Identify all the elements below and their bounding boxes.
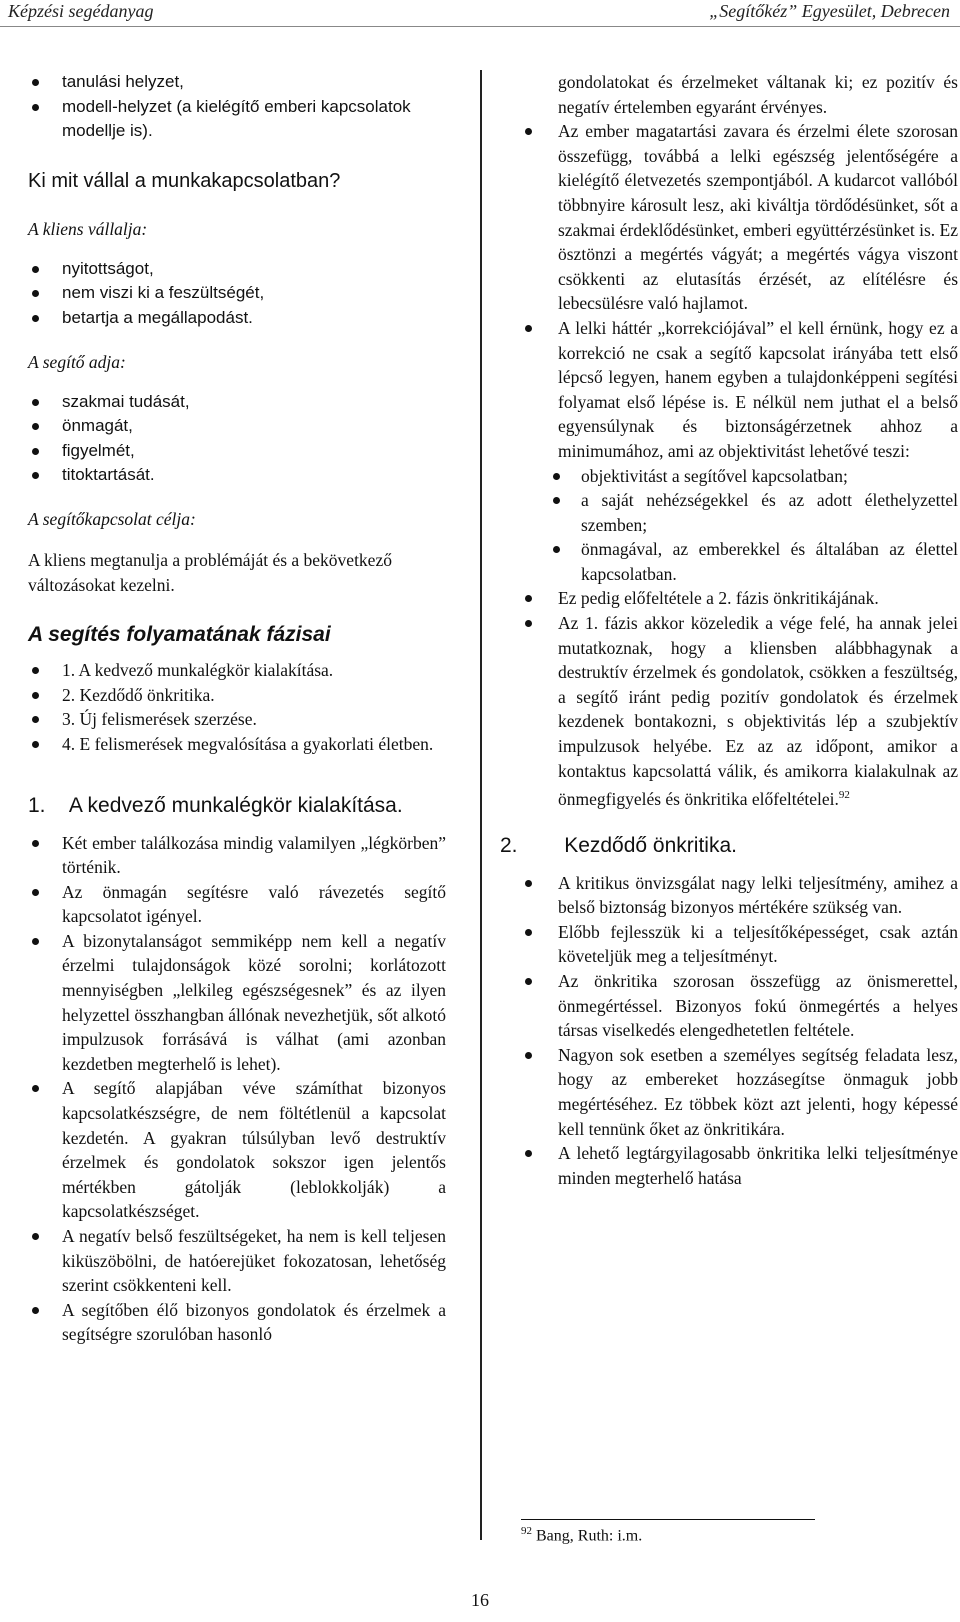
phases-list xyxy=(28,658,446,756)
list-item: Nagyon sok esetben a személyes segítség feladata lesz, hogy az embereket hozzásegítse önmaguk jobb megértéséhez. Ez többek közt azt jelenti, hogy képessé kell tennünk őket az önkritikára. xyxy=(521,1043,958,1141)
intro-list xyxy=(28,70,446,144)
list-item: 3. Új felismerések szerzése. xyxy=(28,707,446,732)
goal-label: A segítőkapcsolat célja: xyxy=(28,508,196,529)
header-left-title: Képzési segédanyag xyxy=(8,1,154,21)
helper-label: A segítő adja: xyxy=(28,351,126,372)
client-label: A kliens vállalja: xyxy=(28,218,148,239)
phases-heading: A segítés folyamatának fázisai xyxy=(28,623,331,647)
sub-list-item: a saját nehézségekkel és az adott élethelyzettel szemben; xyxy=(521,488,958,537)
footnote xyxy=(521,1525,642,1545)
left-column xyxy=(28,70,446,1347)
footnote-separator xyxy=(521,1519,815,1520)
objectivity-sublist xyxy=(521,464,958,587)
footnote-ref: 92 xyxy=(838,789,850,802)
list-item: A negatív belső feszültségeket, ha nem is kell teljesen kiküszöbölni, de hatóerejüket fokozatosan, lehetőség szerint csökkenteni kell. xyxy=(28,1224,446,1298)
list-item: Az ember magatartási zavara és érzelmi élete szorosan összefügg, továbbá a lelki egészség jelentőségére a kielégítő életvezetés szempontjából. A kudarcot vallóból többnyire károsult lesz, aki kiváltja tördődésünket, sőt a szakmai érdeklődésünket, emberi együttérzésünket is. Ez ösztönzi a megértés vágyát; a megértés vágya viszont csökkenti az elutasítás érzését, az elítélésre és lebecsülésre való hajlamot. xyxy=(521,119,958,316)
footnote-text: Bang, Ruth: i.m. xyxy=(532,1527,643,1545)
list-item: 1. A kedvező munkalégkör kialakítása. xyxy=(28,658,446,683)
list-item: titoktartását. xyxy=(28,463,446,488)
list-item: Az önmagán segítésre való rávezetés segítő kapcsolatot igényel. xyxy=(28,880,446,929)
list-item: Az önkritika szorosan összefügg az önismerettel, önmegértéssel. Bizonyos fokú önmegértés a helyes társas viselkedés elengedhetetlen feltétele. xyxy=(521,969,958,1043)
list-item: nyitottságot, xyxy=(28,257,446,282)
sub-list-item: önmagával, az emberekkel és általában az élettel kapcsolatban. xyxy=(521,537,958,586)
page-number: 16 xyxy=(471,1590,489,1610)
list-item: Előbb fejlesszük ki a teljesítőképességet, csak aztán követeljük meg a teljesítményt. xyxy=(521,920,958,969)
right-list-a xyxy=(521,119,958,463)
list-item: modell-helyzet (a kielégítő emberi kapcsolatok modellje is). xyxy=(28,95,446,144)
section2-list xyxy=(521,871,958,1191)
client-list xyxy=(28,257,446,331)
goal-text: A kliens megtanulja a problémáját és a bekövetkező változásokat kezelni. xyxy=(28,549,392,595)
section2-heading: 2. Kezdődő önkritika. xyxy=(500,833,737,857)
footnote-number: 92 xyxy=(521,1525,532,1537)
page-header xyxy=(0,0,960,26)
list-item: betartja a megállapodást. xyxy=(28,306,446,331)
right-list-b xyxy=(521,586,958,811)
header-divider xyxy=(0,26,960,27)
continuation-text: gondolatokat és érzelmeket váltanak ki; ez pozitív és negatív értelemben egyaránt érvényes. xyxy=(558,72,958,117)
right-column xyxy=(500,70,958,1190)
section1-list xyxy=(28,831,446,1347)
sub-list-item: objektivitást a segítővel kapcsolatban; xyxy=(521,464,958,489)
phase-end-text: Az 1. fázis akkor közeledik a vége felé, ha annak jelei mutatkoznak, hogy a kliensben alábbhagynak a destruktív érzelmek és gondolatok, csökken a feszültség, a segítő iránt pedig pozitív gondolatok és érzelmek kezdenek bontakozni, s objektivitás lép a szubjektív impulzusok helyébe. Ez az az időpont, amikor a kontaktus kapcsolattá válik, és amikorra kialakulnak az önmegfigyelés és önkritika előfeltételei. xyxy=(558,613,958,810)
question-heading: Ki mit vállal a munkakapcsolatban? xyxy=(28,169,341,192)
list-item: Ez pedig előfeltétele a 2. fázis önkritikájának. xyxy=(521,586,958,611)
list-item: 2. Kezdődő önkritika. xyxy=(28,683,446,708)
header-right-title: „Segítőkéz” Egyesület, Debrecen xyxy=(709,1,950,21)
list-item: önmagát, xyxy=(28,414,446,439)
list-item: nem viszi ki a feszültségét, xyxy=(28,281,446,306)
list-item: figyelmét, xyxy=(28,439,446,464)
list-item: 4. E felismerések megvalósítása a gyakorlati életben. xyxy=(28,732,446,757)
list-item: A bizonytalanságot semmiképp nem kell a negatív érzelmi tulajdonságok közé sorolni; korlátozott mennyiségben „lelkileg egészségesnek” és az ilyen helyzettel összhangban állónak nevezhetjük, sőt alkotó impulzusok forrásává is válhat (ami azonban kezdetben megterhelő is lehet). xyxy=(28,929,446,1077)
helper-list xyxy=(28,390,446,488)
list-item: szakmai tudását, xyxy=(28,390,446,415)
list-item: A lehető legtárgyilagosabb önkritika lelki teljesítménye minden megterhelő hatása xyxy=(521,1141,958,1190)
list-item: A segítő alapjában véve számíthat bizonyos kapcsolatkészségre, de nem föltétlenül a kapcsolat kezdetén. A gyakran túlsúlyban levő destruktív érzelmek és gondolatok sokszor igen jelentős mértékben gátolják (leblokkolják) a kapcsolatkészséget. xyxy=(28,1076,446,1224)
list-item: A segítőben élő bizonyos gondolatok és érzelmek a segítségre szorulóban hasonló xyxy=(28,1298,446,1347)
list-item: Két ember találkozása mindig valamilyen „légkörben” történik. xyxy=(28,831,446,880)
list-item: tanulási helyzet, xyxy=(28,70,446,95)
list-item xyxy=(521,611,958,812)
column-divider xyxy=(480,70,482,1540)
section1-heading: 1. A kedvező munkalégkör kialakítása. xyxy=(28,793,403,817)
list-item: A kritikus önvizsgálat nagy lelki teljesítmény, amihez a belső biztonság bizonyos mértékére szükség van. xyxy=(521,871,958,920)
list-item: A lelki háttér „korrekciójával” el kell érnünk, hogy ez a korrekció ne csak a segítő kapcsolat irányába tett első lépcső legyen, hanem egyben a tulajdonképpeni segítési folyamat első lépése is. E nélkül nem juthat el a belső egyensúlynak és biztonságérzetnek ahhoz a minimumához, ami az objektivitást lehetővé teszi: xyxy=(521,316,958,464)
